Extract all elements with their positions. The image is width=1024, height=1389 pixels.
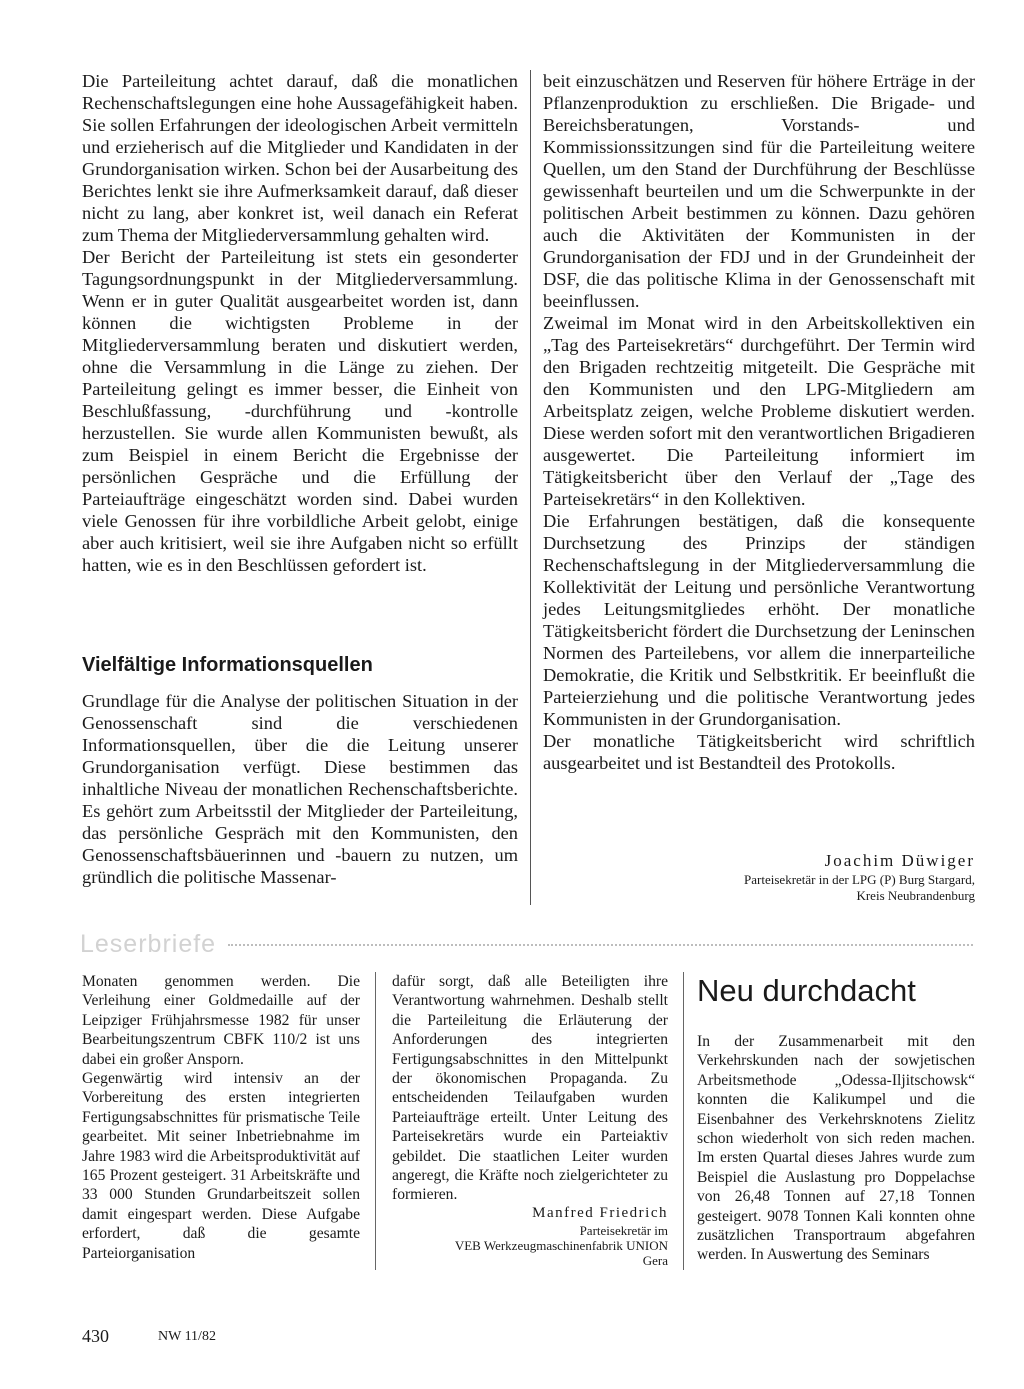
column-divider xyxy=(683,972,684,1270)
author-info: Gera xyxy=(642,1253,668,1268)
letter-heading: Neu durchdacht xyxy=(697,973,916,1008)
author-info: VEB Werkzeugmaschinenfabrik UNION xyxy=(454,1238,668,1253)
section-label: Leserbriefe xyxy=(80,930,217,958)
author-info: Parteisekretär im xyxy=(579,1223,668,1238)
paragraph: Monaten genommen werden. Die Verleihung einer Goldmedaille auf der Leipziger Frühjahrsmesse 1982 für unser Bearbeitungszentrum CBFK 110/2 ist uns dabei ein großer Ansporn. xyxy=(82,973,360,1068)
paragraph: dafür sorgt, daß alle Beteiligten ihre Verantwortung wahrnehmen. Deshalb stellt die Parteileitung die Erläuterung der Anforderungen des integrierten Fertigungsabschnittes in den Mittelpunkt der ökonomischen Propaganda. Zu entscheidenden Teilaufgaben wurden Parteiaufträge erteilt. Unter Leitung des Parteisekretärs wurde ein Parteiaktiv gebildet. Die staatlichen Leiter wurden angeregt, die Kräfte noch zielgerichteter zu formieren. xyxy=(392,973,668,1204)
letters-column-3 xyxy=(697,1032,975,1265)
paragraph: Die Erfahrungen bestätigen, daß die konsequente Durchsetzung des Prinzips der ständigen Rechenschaftslegung in der Mitgliederversammlung die Kollektivität der Leitung und persönliche Verantwortung jedes Leitungsmitgliedes erhöht. Der monatliche Tätigkeitsbericht fördert die Durchsetzung der Leninschen Normen des Parteilebens, vor allem die innerparteiliche Demokratie, die Kritik und Selbstkritik. Er beeinflußt die Parteierziehung und die politische Verantwortung jedes Kommunisten in der Grundorganisation. xyxy=(543,511,975,729)
article-column-1 xyxy=(82,70,518,576)
article-column-2 xyxy=(543,70,975,774)
column-divider xyxy=(530,70,531,905)
paragraph: Der monatliche Tätigkeitsbericht wird schriftlich ausgearbeitet und ist Bestandteil des Protokolls. xyxy=(543,731,975,773)
author-info: Parteisekretär in der LPG (P) Burg Stargard, xyxy=(744,872,975,887)
paragraph: Gegenwärtig wird intensiv an der Vorbereitung des ersten integrierten Fertigungsabschnittes für prismatische Teile gearbeitet. Mit seiner Inbetriebnahme im Jahre 1983 wird die Arbeitsproduktivität auf 165 Prozent gesteigert. 31 Arbeitskräfte und 33 000 Stunden Grundarbeitszeit sollen damit eingespart werden. Diese Aufgabe erfordert, daß die gesamte Parteiorganisation xyxy=(82,1070,360,1262)
paragraph: Die Parteileitung achtet darauf, daß die monatlichen Rechenschaftslegungen eine hohe Aussagefähigkeit haben. Sie sollen Erfahrungen der ideologischen Arbeit vermitteln und erzieherisch auf die Mitglieder und Kandidaten in der Grundorganisation wirken. Schon bei der Ausarbeitung des Berichtes lenkt sie ihre Aufmerksamkeit darauf, daß dieser nicht zu lang, aber konkret ist, weil danach ein Referat zum Thema der Mitgliederversammlung gehalten wird. xyxy=(82,71,518,245)
page-number: 430 xyxy=(82,1326,109,1346)
author-name: Joachim Düwiger xyxy=(824,851,975,870)
section-rule xyxy=(228,944,973,946)
article-column-1-continued xyxy=(82,690,518,888)
paragraph: Zweimal im Monat wird in den Arbeitskollektiven ein „Tag des Parteisekretärs“ durchgeführt. Der Termin wird den Brigaden rechtzeitig mitgeteilt. Die Gespräche mit den Kommunisten und den LPG-Mitgliedern am Arbeitsplatz zeigen, welche Probleme diskutiert werden. Diese werden sofort mit den verantwortlichen Brigadieren ausgewertet. Die Parteileitung informiert im Tätigkeitsbericht über den Verlauf der „Tage des Parteisekretärs“ in den Kollektiven. xyxy=(543,313,975,509)
paragraph: In der Zusammenarbeit mit den Verkehrskunden nach der sowjetischen Arbeitsmethode „Odessa-Iljitschowsk“ konnten die Kalikumpel und die Eisenbahner des Verkehrsknotens Zielitz schon wiederholt von sich reden machen. Im ersten Quartal dieses Jahres wurde zum Beispiel die Auslastung pro Doppelachse von 26,48 Tonnen auf 27,18 Tonnen gesteigert. 9078 Tonnen Kali konnten ohne zusätzlichen Transportraum abgefahren werden. In Auswertung des Seminars xyxy=(697,1033,975,1264)
paragraph: Grundlage für die Analyse der politischen Situation in der Genossenschaft sind die verschiedenen Informationsquellen, über die die Leitung unserer Grundorganisation verfügt. Diese bestimmen das inhaltliche Niveau der monatlichen Rechenschaftsberichte. Es gehört zum Arbeitsstil der Mitglieder der Parteileitung, das persönliche Gespräch mit den Kommunisten, den Genossenschaftsbäuerinnen und -bauern zu nutzen, um gründlich die politische Massenar- xyxy=(82,691,518,887)
paragraph: Der Bericht der Parteileitung ist stets ein gesonderter Tagungsordnungspunkt in der Mitgliederversammlung. Wenn er in guter Qualität ausgearbeitet worden ist, dann können die wichtigsten Probleme in der Mitgliederversammlung beraten und diskutiert werden, ohne die Versammlung in die Länge zu ziehen. Der Parteileitung gelingt es immer besser, die Einheit von Beschlußfassung, -durchführung und -kontrolle herzustellen. Sie wurde allen Kommunisten bewußt, als zum Beispiel in einem Bericht die Ergebnisse der persönlichen Gespräche und die Erfüllung der Parteiaufträge eingeschätzt worden sind. Dabei wurden viele Genossen für ihre vorbildliche Arbeit gelobt, einige aber auch kritisiert, weil sie ihre Aufgaben nicht so erfüllt hatten, wie es in den Beschlüssen gefordert ist. xyxy=(82,247,518,575)
issue-label: NW 11/82 xyxy=(158,1329,216,1344)
author-info: Kreis Neubrandenburg xyxy=(856,888,975,903)
column-divider xyxy=(375,972,376,1270)
letter-signature xyxy=(392,1204,668,1268)
letters-column-2 xyxy=(392,972,668,1205)
article-signature xyxy=(600,850,975,904)
paragraph: beit einzuschätzen und Reserven für höhere Erträge in der Pflanzenproduktion zu erschließen. Die Brigade- und Bereichsberatungen, Vorstands- und Kommissionssitzungen sind für die Parteileitung weitere Quellen, um den Stand der Durchführung der Beschlüsse gewissenhaft beurteilen und um die Schwerpunkte in der politischen Arbeit bestimmen zu können. Dazu gehören auch die Aktivitäten der Kommunisten in der Grundorganisation der FDJ und in der Grundeinheit der DSF, die das politische Klima in der Genossenschaft mit beeinflussen. xyxy=(543,71,975,311)
section-heading: Vielfältige Informationsquellen xyxy=(82,654,373,676)
author-name: Manfred Friedrich xyxy=(532,1205,668,1221)
letters-column-1 xyxy=(82,972,360,1263)
